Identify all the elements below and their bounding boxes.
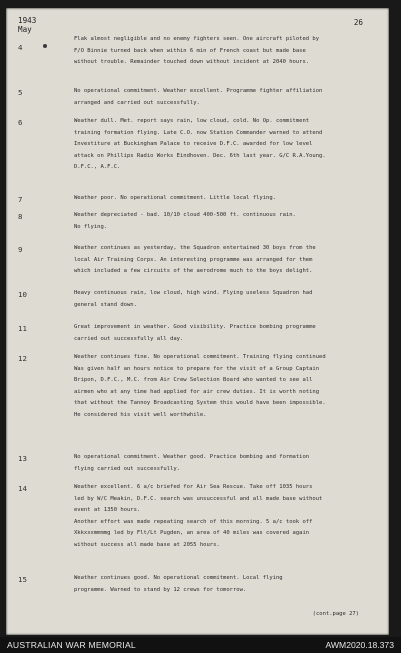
entry-text-line: F/O Binnie turned back when within 6 min of French coast but made base [74, 47, 306, 54]
entry-day: 10 [18, 290, 27, 299]
entry-text-line: carried out successfully all day. [74, 335, 184, 342]
entry-text-line: Weather depreciated - bad. 10/10 cloud 400-500 ft. continuous rain. [74, 212, 296, 218]
entry-text-line: led by W/C Meakin, D.F.C. search was unsuccessful and all made base without [74, 495, 323, 502]
entry-text-line: without trouble. Remainder touched down without incident at 2040 hours. [74, 59, 310, 65]
entry-day: 15 [18, 575, 27, 584]
entry-text-line: Investiture at Buckingham Palace to receive D.F.C. awarded for low level [74, 141, 313, 147]
entry-text-line: No operational commitment. Weather excellent. Programme fighter affiliation [74, 88, 323, 94]
entry-text-line: Weather continues fine. No operational commitment. Training flying continued [74, 354, 326, 360]
entry-text-line: Weather poor. No operational commitment. Little local flying. [74, 195, 276, 201]
entry-text-line: that without the Tannoy Broadcasting System this would have been impossible. [74, 400, 326, 406]
entry-day: 12 [18, 354, 27, 363]
entry-text-line: without success all made base at 2055 hours. [74, 541, 220, 548]
entry-text-line: Great improvement in weather. Good visibility. Practice bombing programme [74, 324, 316, 330]
entry-day: 11 [18, 324, 27, 333]
entry-text-line: He considered his visit well worthwhile. [74, 411, 207, 418]
entry-text-line: Was given half an hours notice to prepare for the visit of a Group Captain [74, 365, 320, 372]
entry-text-line: Bripon, D.F.C., M.C. from Air Crew Selection Board who wanted to see all [74, 377, 313, 383]
entry-text-line: attack on Phillips Radio Works Eindhoven. Dec. 6th last year. G/C R.A.Young. [74, 152, 326, 159]
entry-day: 5 [18, 88, 23, 97]
entry-text-line: flying carried out successfully. [74, 465, 180, 472]
entry-day: 4 [18, 43, 23, 52]
entry-day: 7 [18, 195, 23, 204]
footer-bar [0, 637, 401, 653]
entry-text-line: general stand down. [74, 301, 137, 308]
entry-text-line: training formation flying. Late C.O. now Station Commander warned to attend [74, 129, 323, 136]
continuation-note: (cont.page 27) [312, 611, 359, 617]
entry-text-line: Weather excellent. 6 a/c briefed for Air Sea Rescue. Take off 1035 hours [74, 484, 313, 490]
entry-text-line: arranged and carried out successfully. [74, 99, 200, 106]
entry-text-line: Heavy continuous rain, low cloud, high wind. Flying useless Squadron had [74, 290, 313, 296]
entry-text-line: D.F.C., A.F.C. [74, 164, 121, 170]
entry-day: 13 [18, 454, 27, 463]
entry-text-line: airmen who at any time had applied for air crew duties. It is worth noting [74, 388, 320, 395]
entry-text-line: event at 1350 hours. [74, 507, 141, 513]
entry-text-line: Flak almost negligible and no enemy fighters seen. One aircraft piloted by [74, 36, 320, 42]
entry-day: 14 [18, 484, 27, 493]
entry-text-line: Weather dull. Met. report says rain, low cloud, cold. No Op. commitment [74, 118, 310, 124]
entry-text-line: which included a few circuits of the aerodrome much to the boys delight. [74, 268, 313, 274]
entry-text-line: Another effort was made repeating search of this morning. 5 a/c took off [74, 518, 313, 525]
entry-text-line: Weather continues good. No operational commitment. Local flying [74, 575, 283, 581]
month-label: May [18, 25, 32, 34]
year-label: 1943 [18, 16, 37, 25]
entry-text-line: No operational commitment. Weather good. Practice bombing and formation [74, 454, 310, 460]
entry-text-line: Weather continues as yesterday, the Squadron entertained 30 boys from the [74, 245, 316, 251]
footer-archive-name: AUSTRALIAN WAR MEMORIAL [7, 640, 136, 650]
entry-text-line: programme. Warned to stand by 12 crews for tomorrow. [74, 586, 247, 593]
entry-text-line: local Air Training Corps. An interesting programme was arranged for them [74, 256, 313, 263]
page-number: 26 [353, 18, 363, 27]
footer-catalogue-id: AWM2020.18.373 [325, 640, 394, 650]
entry-day: 9 [18, 245, 23, 254]
entry-text-line: No flying. [74, 223, 108, 230]
entry-day: 8 [18, 212, 23, 221]
entry-day: 6 [18, 118, 23, 127]
document-page [6, 8, 389, 635]
entry-text-line: Xkkxxxmmmmg led by Flt/Lt Pugden, an area of 40 miles was covered again [74, 530, 310, 536]
